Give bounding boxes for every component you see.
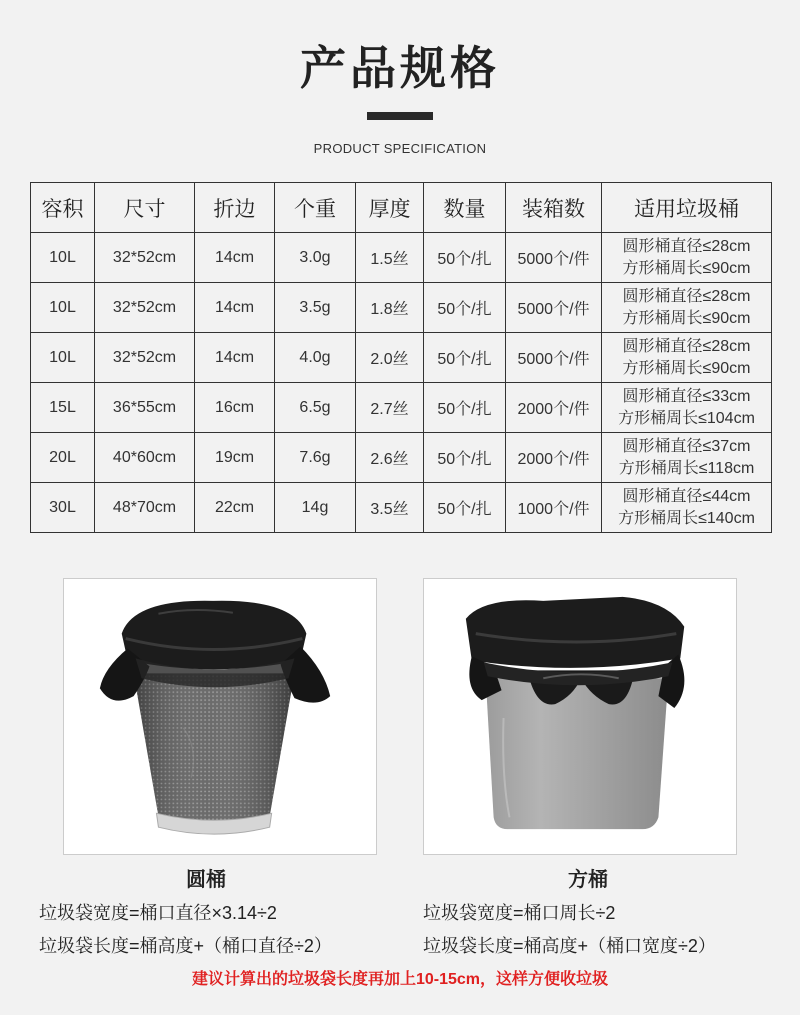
header-carton: 装箱数 bbox=[506, 183, 602, 233]
cell-applicable-bin bbox=[602, 483, 772, 533]
cell-fold: 14cm bbox=[195, 283, 275, 333]
cell-volume: 15L bbox=[31, 383, 95, 433]
page-title: 产品规格 bbox=[300, 42, 500, 94]
bin-square-spec: 方形桶周长≤118cm bbox=[618, 459, 755, 477]
table-row bbox=[31, 483, 772, 533]
cell-fold: 19cm bbox=[195, 433, 275, 483]
table-row bbox=[31, 433, 772, 483]
cell-applicable-bin bbox=[602, 433, 772, 483]
cell-weight: 3.0g bbox=[275, 233, 356, 283]
cell-applicable-bin bbox=[602, 233, 772, 283]
bin-round-spec: 圆形桶直径≤28cm bbox=[622, 287, 751, 305]
bin-round-spec: 圆形桶直径≤28cm bbox=[622, 237, 751, 255]
header-quantity: 数量 bbox=[424, 183, 506, 233]
bin-round-spec: 圆形桶直径≤28cm bbox=[622, 337, 751, 355]
cell-volume: 10L bbox=[31, 233, 95, 283]
bin-round-spec: 圆形桶直径≤44cm bbox=[622, 487, 751, 505]
cell-carton: 1000个/件 bbox=[506, 483, 602, 533]
round-bin-caption: 圆桶 bbox=[186, 869, 226, 891]
cell-weight: 7.6g bbox=[275, 433, 356, 483]
cell-size: 40*60cm bbox=[95, 433, 195, 483]
cell-carton: 2000个/件 bbox=[506, 383, 602, 433]
cell-fold: 14cm bbox=[195, 233, 275, 283]
bin-square-spec: 方形桶周长≤90cm bbox=[622, 259, 751, 277]
round-bin-length-formula: 垃圾袋长度=桶高度+（桶口直径÷2） bbox=[39, 936, 332, 956]
cell-carton: 2000个/件 bbox=[506, 433, 602, 483]
table-row bbox=[31, 383, 772, 433]
cell-thickness: 3.5丝 bbox=[356, 483, 424, 533]
cell-fold: 22cm bbox=[195, 483, 275, 533]
table-row bbox=[31, 333, 772, 383]
cell-size: 32*52cm bbox=[95, 233, 195, 283]
cell-size: 48*70cm bbox=[95, 483, 195, 533]
cell-size: 32*52cm bbox=[95, 333, 195, 383]
cell-weight: 14g bbox=[275, 483, 356, 533]
header-weight: 个重 bbox=[275, 183, 356, 233]
cell-applicable-bin bbox=[602, 383, 772, 433]
cell-size: 32*52cm bbox=[95, 283, 195, 333]
cell-quantity: 50个/扎 bbox=[424, 433, 506, 483]
cell-quantity: 50个/扎 bbox=[424, 333, 506, 383]
cell-thickness: 1.8丝 bbox=[356, 283, 424, 333]
cell-thickness: 2.0丝 bbox=[356, 333, 424, 383]
cell-volume: 10L bbox=[31, 283, 95, 333]
header-thickness: 厚度 bbox=[356, 183, 424, 233]
square-bin-illustration bbox=[424, 579, 736, 854]
bin-square-spec: 方形桶周长≤90cm bbox=[622, 359, 751, 377]
table-row bbox=[31, 233, 772, 283]
table-row bbox=[31, 283, 772, 333]
cell-applicable-bin bbox=[602, 333, 772, 383]
cell-carton: 5000个/件 bbox=[506, 283, 602, 333]
cell-weight: 4.0g bbox=[275, 333, 356, 383]
bin-round-spec: 圆形桶直径≤33cm bbox=[622, 387, 751, 405]
cell-fold: 14cm bbox=[195, 333, 275, 383]
cell-quantity: 50个/扎 bbox=[424, 283, 506, 333]
table-header-row bbox=[31, 183, 772, 233]
square-bin-caption: 方桶 bbox=[568, 869, 608, 891]
cell-size: 36*55cm bbox=[95, 383, 195, 433]
cell-quantity: 50个/扎 bbox=[424, 483, 506, 533]
cell-quantity: 50个/扎 bbox=[424, 233, 506, 283]
header-fold: 折边 bbox=[195, 183, 275, 233]
bin-square-spec: 方形桶周长≤104cm bbox=[618, 409, 755, 427]
cell-volume: 30L bbox=[31, 483, 95, 533]
bin-round-spec: 圆形桶直径≤37cm bbox=[622, 437, 751, 455]
round-bin-width-formula: 垃圾袋宽度=桶口直径×3.14÷2 bbox=[39, 903, 277, 923]
cell-fold: 16cm bbox=[195, 383, 275, 433]
cell-thickness: 2.6丝 bbox=[356, 433, 424, 483]
cell-thickness: 2.7丝 bbox=[356, 383, 424, 433]
page-subtitle: PRODUCT SPECIFICATION bbox=[313, 141, 487, 156]
round-bin-photo bbox=[63, 578, 377, 855]
spec-table bbox=[30, 182, 772, 533]
cell-carton: 5000个/件 bbox=[506, 333, 602, 383]
round-bin-illustration bbox=[64, 579, 376, 854]
bin-square-spec: 方形桶周长≤90cm bbox=[622, 309, 751, 327]
square-bin-width-formula: 垃圾袋宽度=桶口周长÷2 bbox=[423, 903, 616, 923]
cell-weight: 3.5g bbox=[275, 283, 356, 333]
cell-carton: 5000个/件 bbox=[506, 233, 602, 283]
square-bin-photo bbox=[423, 578, 737, 855]
header-volume: 容积 bbox=[31, 183, 95, 233]
square-bin-length-formula: 垃圾袋长度=桶高度+（桶口宽度÷2） bbox=[423, 936, 716, 956]
cell-volume: 10L bbox=[31, 333, 95, 383]
cell-applicable-bin bbox=[602, 283, 772, 333]
header-size: 尺寸 bbox=[95, 183, 195, 233]
length-note: 建议计算出的垃圾袋长度再加上10-15cm，这样方便收垃圾 bbox=[191, 971, 609, 988]
cell-quantity: 50个/扎 bbox=[424, 383, 506, 433]
cell-weight: 6.5g bbox=[275, 383, 356, 433]
title-underline bbox=[367, 112, 433, 120]
cell-thickness: 1.5丝 bbox=[356, 233, 424, 283]
bin-square-spec: 方形桶周长≤140cm bbox=[618, 509, 755, 527]
cell-volume: 20L bbox=[31, 433, 95, 483]
header-applicable-bin: 适用垃圾桶 bbox=[602, 183, 772, 233]
